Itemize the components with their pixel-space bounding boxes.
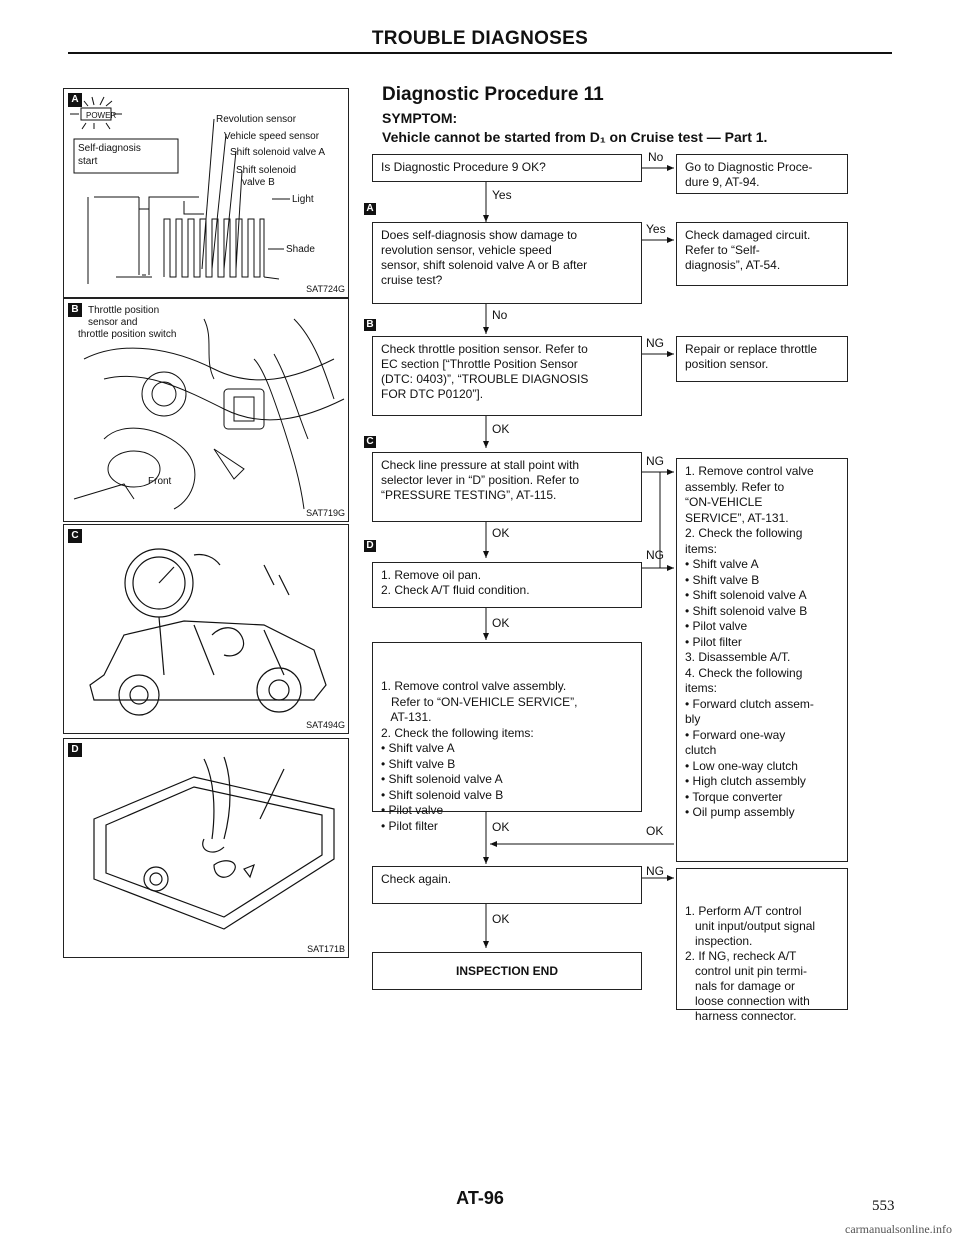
- step-b-box: Check throttle position sensor. Refer to EC section [“Throttle Position Sensor (DTC: 0403)”, “TROUBLE DIAGNOSIS FOR DTC P0120”].: [372, 336, 642, 416]
- inspection-end-box: INSPECTION END: [372, 952, 642, 990]
- ng-connector-label: NG: [646, 864, 664, 878]
- svg-text:Shift solenoid valve A: Shift solenoid valve A: [230, 147, 326, 158]
- check-damaged-circuit-box: Check damaged circuit. Refer to “Self- diagnosis”, AT-54.: [676, 222, 848, 286]
- step-c-badge: C: [364, 436, 376, 448]
- svg-text:Light: Light: [292, 194, 314, 205]
- page-code: AT-96: [456, 1188, 504, 1208]
- ng-connector-label: NG: [646, 548, 664, 562]
- step-a-box: Does self-diagnosis show damage to revolution sensor, vehicle speed sensor, shift solenoid valve A or B after cruise test?: [372, 222, 642, 304]
- figure-a-code: SAT724G: [306, 284, 345, 294]
- step-a-badge: A: [364, 203, 376, 215]
- step-d-badge: D: [364, 540, 376, 552]
- check-again-box: Check again.: [372, 866, 642, 904]
- page-number: 553: [872, 1198, 895, 1214]
- symptom-label: SYMPTOM:: [382, 110, 458, 126]
- svg-text:valve B: valve B: [242, 177, 275, 188]
- ok-connector-label: OK: [492, 616, 510, 630]
- svg-text:throttle position switch: throttle position switch: [78, 329, 177, 340]
- ok-connector-label: OK: [492, 912, 510, 926]
- yes-connector-label: Yes: [646, 222, 666, 236]
- ng-connector-label: NG: [646, 454, 664, 468]
- svg-text:Front: Front: [148, 476, 172, 487]
- control-unit-inspection-box: 1. Perform A/T control unit input/output signal inspection. 2. If NG, recheck A/T control unit pin termi- nals for damage or loose connection with harness connector.: [676, 868, 848, 1010]
- ok-connector-label: OK: [646, 824, 664, 838]
- figure-d-code: SAT171B: [307, 944, 345, 954]
- svg-text:Vehicle speed sensor: Vehicle speed sensor: [224, 131, 320, 142]
- goto-procedure-9-box: Go to Diagnostic Proce- dure 9, AT-94.: [676, 154, 848, 194]
- step-c-box: Check line pressure at stall point with selector lever in “D” position. Refer to “PRESSURE TESTING”, AT-115.: [372, 452, 642, 522]
- svg-text:start: start: [78, 156, 98, 167]
- svg-text:Revolution sensor: Revolution sensor: [216, 114, 297, 125]
- step-e-box: 1. Remove control valve assembly. Refer to “ON-VEHICLE SERVICE”, AT-131. 2. Check the following items: • Shift valve A • Shift valve B • Shift solenoid valve A • Shift solenoid valve B • Pilot valve • Pilot filter: [372, 642, 642, 812]
- procedure-title: Diagnostic Procedure 11: [382, 84, 604, 105]
- figure-a-badge: A: [68, 93, 82, 107]
- figure-d-badge: D: [68, 743, 82, 757]
- svg-text:Shift solenoid: Shift solenoid: [236, 165, 297, 176]
- figure-c-code: SAT494G: [306, 720, 345, 730]
- yes-connector-label: Yes: [492, 188, 512, 202]
- watermark: carmanualsonline.info: [845, 1222, 952, 1236]
- no-connector-label: No: [492, 308, 508, 322]
- svg-text:sensor and: sensor and: [88, 317, 138, 328]
- figure-b-badge: B: [68, 303, 82, 317]
- svg-text:Throttle position: Throttle position: [88, 305, 160, 316]
- svg-text:Self-diagnosis: Self-diagnosis: [78, 143, 141, 154]
- no-connector-label: No: [648, 150, 664, 164]
- ok-connector-label: OK: [492, 422, 510, 436]
- ng-connector-label: NG: [646, 336, 664, 350]
- step-b-badge: B: [364, 319, 376, 331]
- ok-connector-label: OK: [492, 820, 510, 834]
- control-valve-disassemble-box: 1. Remove control valve assembly. Refer to “ON-VEHICLE SERVICE”, AT-131. 2. Check the following items: • Shift valve A • Shift valve B • Shift solenoid valve A • Shift solenoid valve B • Pilot valve • Pilot filter 3. Disassemble A/T. 4. Check the following items: • Forward clutch assem- bly • Forward one-way clutch • Low one-way clutch • High clutch assembly • Torque converter • Oil pump assembly: [676, 458, 848, 862]
- step-d-box: 1. Remove oil pan. 2. Check A/T fluid condition.: [372, 562, 642, 608]
- symptom-text: Vehicle cannot be started from D₁ on Cruise test — Part 1.: [382, 129, 768, 145]
- figure-b-code: SAT719G: [306, 508, 345, 518]
- step-check-procedure-9: Is Diagnostic Procedure 9 OK?: [372, 154, 642, 182]
- svg-text:Shade: Shade: [286, 244, 315, 255]
- page-header: TROUBLE DIAGNOSES: [371, 28, 589, 49]
- power-label: POWER: [86, 111, 117, 120]
- ok-connector-label: OK: [492, 526, 510, 540]
- repair-throttle-sensor-box: Repair or replace throttle position sensor.: [676, 336, 848, 382]
- figure-c-badge: C: [68, 529, 82, 543]
